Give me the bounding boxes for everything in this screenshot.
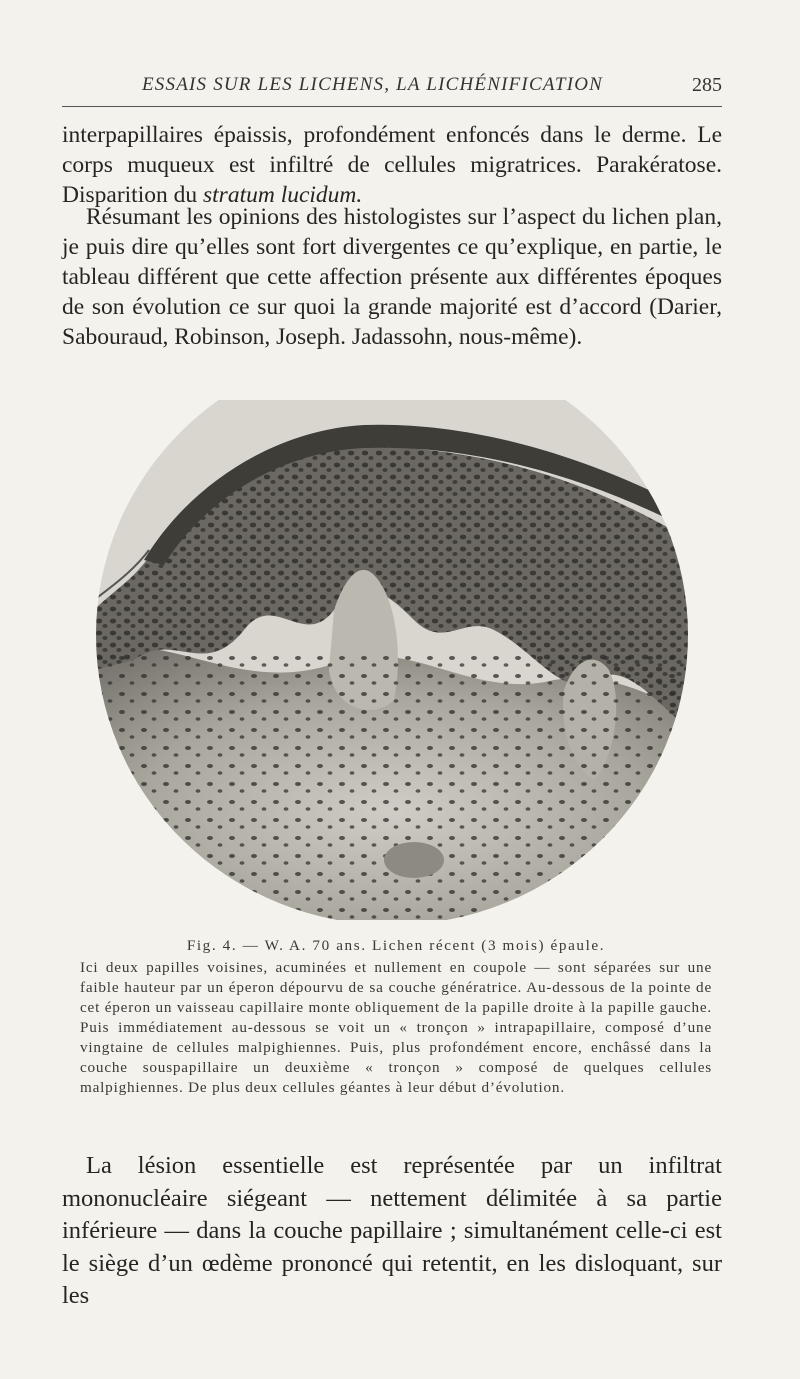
paragraph-1 [62, 120, 722, 210]
page-header [62, 74, 722, 104]
paragraph-2 [62, 202, 722, 352]
paragraph-3 [62, 1150, 722, 1313]
paragraph-2-text: Résumant les opinions des histologistes sur l’aspect du lichen plan, je puis dire qu’elles sont fort divergentes ce qu’explique, en partie, le tableau différent que cette affection présente aux différentes époques de son évolution ce sur quoi la grande majorité est d’accord (Darier, Sabouraud, Robinson, Joseph. Jadassohn, nous-même). [62, 204, 722, 350]
paragraph-1-text: interpapillaires épaissis, profondément enfoncés dans le derme. Le corps muqueux est infiltré de cellules migratrices. Parakératose. Disparition du [62, 122, 722, 208]
paragraph-3-text: La lésion essentielle est représentée par un infiltrat mononucléaire siégeant — nettement délimitée à sa partie inférieure — dans la couche papillaire ; simultanément celle-ci est le siège d’un œdème prononcé qui retentit, en les disloquant, sur les [62, 1152, 722, 1309]
caption-title: Fig. 4. — W. A. 70 ans. Lichen récent (3 mois) épaule. [186, 937, 606, 954]
figure-caption [80, 936, 712, 1098]
header-rule [62, 106, 722, 107]
running-title: ESSAIS SUR LES LICHENS, LA LICHÉNIFICATION [142, 74, 604, 95]
histology-micrograph [94, 400, 690, 920]
paragraph-1-italic: stratum lucidum. [203, 182, 363, 208]
page-number: 285 [692, 74, 722, 96]
micrograph-image [94, 400, 690, 920]
caption-body: Ici deux papilles voisines, acuminées et nullement en coupole — sont séparées sur une faible hauteur par un éperon dépourvu de sa couche génératrice. Au-dessous de la pointe de cet éperon un vaisseau capillaire monte obliquement de la papille droite à la papille gauche. Puis immédiatement au-dessous se voit un « tronçon » intrapapillaire, composé d’une vingtaine de cellules malpighiennes. Puis, plus profondément encore, enchâssé dans la couche souspapillaire un deuxième « tronçon » composé de quelques cellules malpighiennes. De plus deux cellules géantes à leur début d’évolution. [80, 959, 712, 1096]
